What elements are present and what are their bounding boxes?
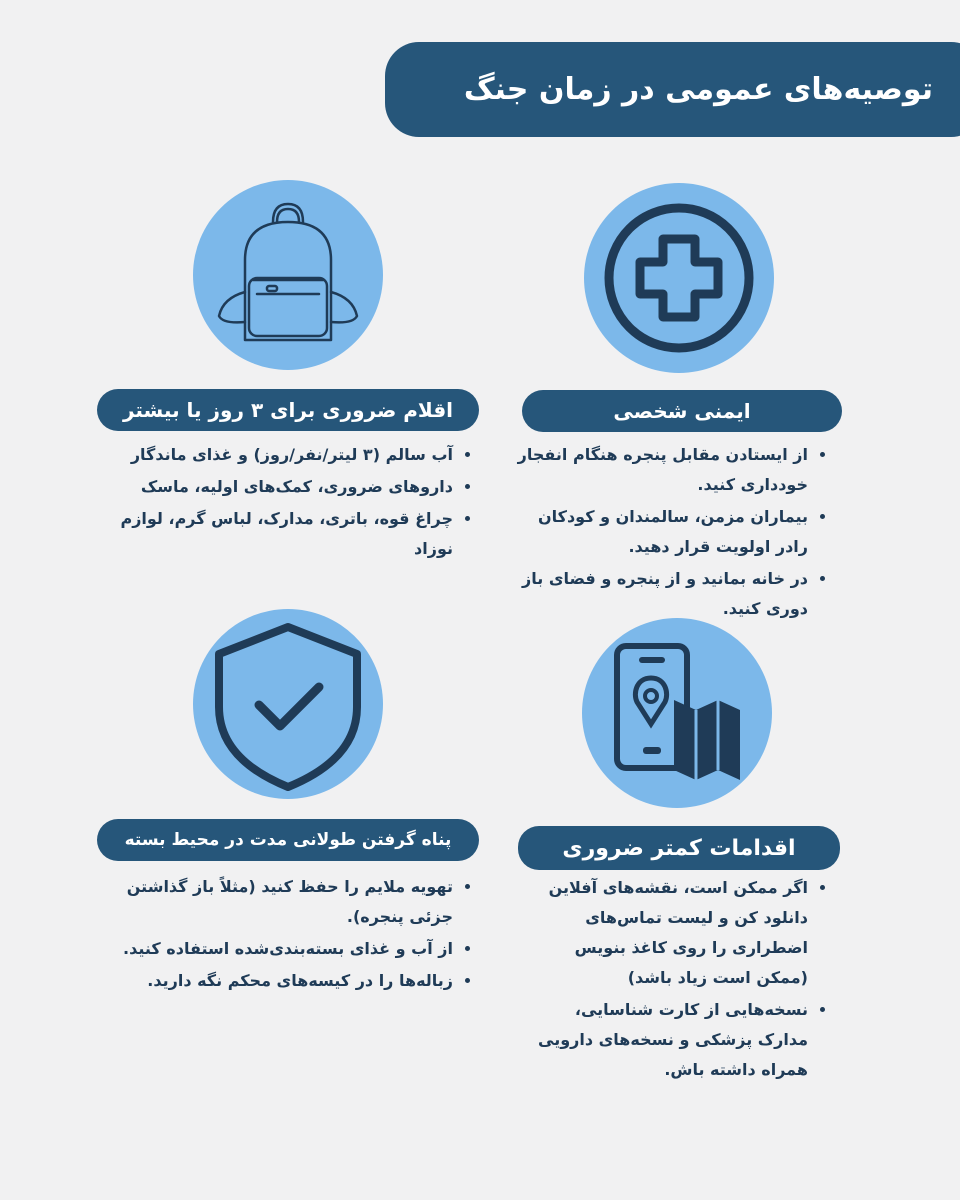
list-item: • زباله‌ها را در کیسه‌های محکم نگه دارید. <box>95 966 453 996</box>
list-item: • نسخه‌هایی از کارت شناسایی، مدارک پزشکی و نسخه‌های دارویی همراه داشته باش. <box>520 995 808 1085</box>
shelter-heading: پناه گرفتن طولانی مدت در محیط بسته <box>97 819 479 861</box>
shield-check-icon <box>193 609 383 799</box>
list-item: • اگر ممکن است، نقشه‌های آفلاین دانلود کن و لیست تماس‌های اضطراری را روی کاغذ بنویس (ممکن است زیاد باشد) <box>520 873 808 993</box>
essential-items-list <box>95 440 475 566</box>
list-item: • از آب و غذای بسته‌بندی‌شده استفاده کنید. <box>95 934 453 964</box>
essential-items-heading: اقلام ضروری برای ۳ روز یا بیشتر <box>97 389 479 431</box>
list-item: • بیماران مزمن، سالمندان و کودکان رادر اولویت قرار دهید. <box>510 502 808 562</box>
title-banner <box>385 42 960 137</box>
shelter-list <box>95 872 475 998</box>
less-essential-list <box>520 873 830 1087</box>
page-title: توصیه‌های عمومی در زمان جنگ <box>463 72 933 107</box>
medical-cross-icon <box>584 183 774 373</box>
list-item: • از ایستادن مقابل پنجره هنگام انفجار خودداری کنید. <box>510 440 808 500</box>
list-item: • داروهای ضروری، کمک‌های اولیه، ماسک <box>95 472 453 502</box>
less-essential-heading: اقدامات کمتر ضروری <box>518 826 840 870</box>
phone-map-icon <box>582 618 772 808</box>
backpack-icon <box>193 180 383 370</box>
list-item: • چراغ قوه، باتری، مدارک، لباس گرم، لوازم نوزاد <box>95 504 453 564</box>
personal-safety-list <box>510 440 830 626</box>
list-item: • در خانه بمانید و از پنجره و فضای باز دوری کنید. <box>510 564 808 624</box>
list-item: • تهویه ملایم را حفظ کنید (مثلاً باز گذاشتن جزئی پنجره). <box>95 872 453 932</box>
personal-safety-heading: ایمنی شخصی <box>522 390 842 432</box>
list-item: • آب سالم (۳ لیتر/نفر/روز) و غذای ماندگار <box>95 440 453 470</box>
